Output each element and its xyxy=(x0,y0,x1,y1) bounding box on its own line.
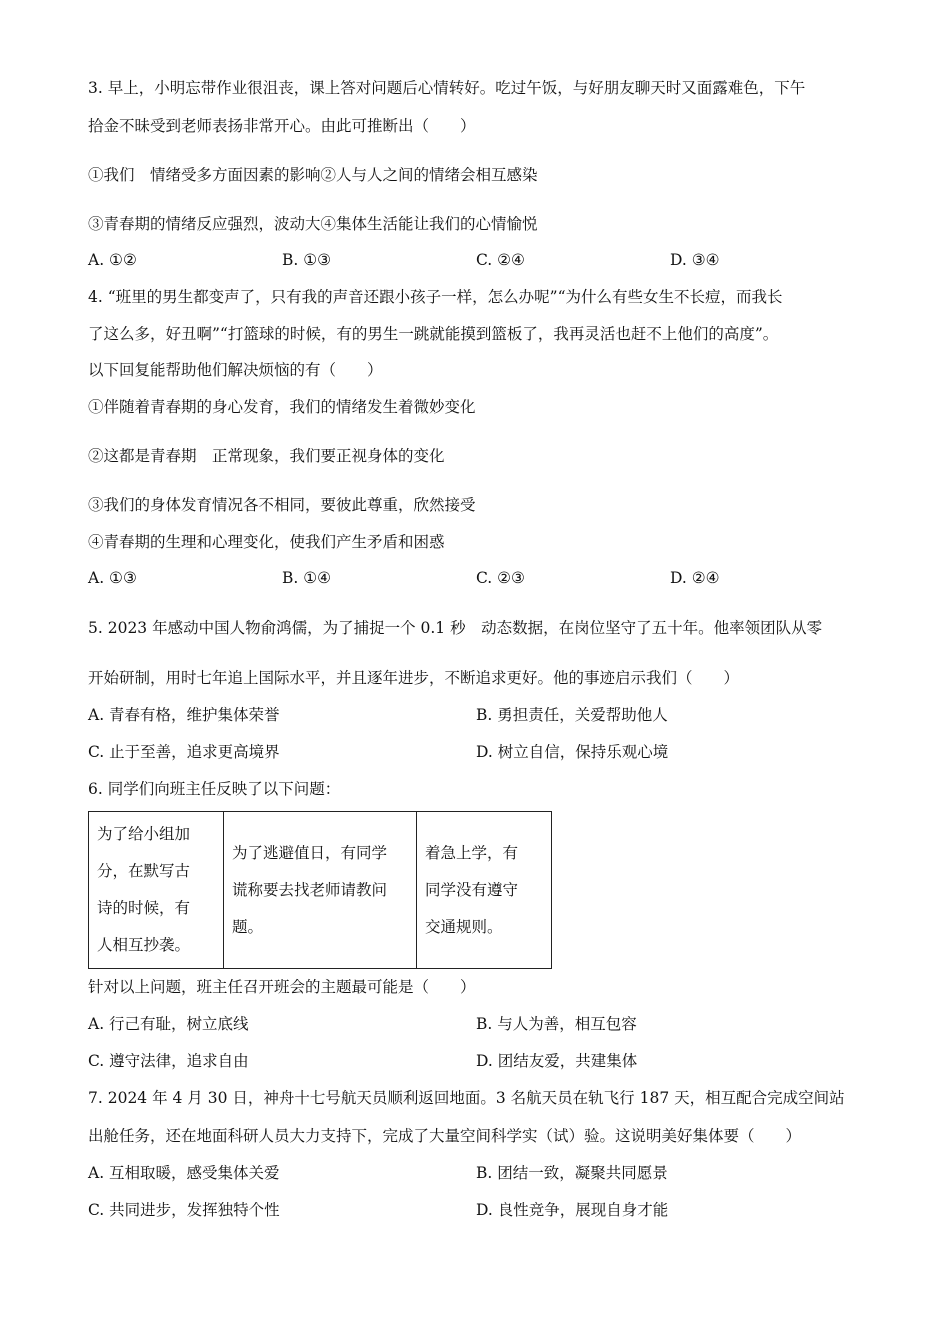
q6-cell-3-text: 着急上学，有 同学没有遵守 交通规则。 xyxy=(425,843,519,936)
q7-option-d: D. 良性竞争，展现自身才能 xyxy=(476,1201,669,1219)
q3-option-b: B. ①③ xyxy=(282,251,332,269)
q3-item-2: ③青春期的情绪反应强烈，波动大④集体生活能让我们的心情愉悦 xyxy=(88,215,538,233)
q6-table-cell-1 xyxy=(89,812,224,969)
q6-option-b: B. 与人为善，相互包容 xyxy=(476,1015,637,1033)
q5-option-b: B. 勇担责任，关爱帮助他人 xyxy=(476,706,668,724)
q7-option-b: B. 团结一致，凝聚共同愿景 xyxy=(476,1164,668,1182)
q6-table-cell-2 xyxy=(224,812,417,969)
q4-stem-line-1: 4. “班里的男生都变声了，只有我的声音还跟小孩子一样，怎么办呢”“为什么有些女生不长痘，而我长 xyxy=(88,288,783,306)
q6-follow-up: 针对以上问题，班主任召开班会的主题最可能是（ ） xyxy=(88,978,476,996)
q6-stem: 6. 同学们向班主任反映了以下问题： xyxy=(88,780,341,798)
q5-option-c: C. 止于至善，追求更高境界 xyxy=(88,743,280,761)
q6-option-c: C. 遵守法律，追求自由 xyxy=(88,1052,249,1070)
q7-stem-line-2: 出舱任务，还在地面科研人员大力支持下，完成了大量空间科学实（试）验。这说明美好集体要（ ） xyxy=(88,1127,802,1145)
q3-option-d: D. ③④ xyxy=(670,251,720,269)
q4-option-b: B. ①④ xyxy=(282,569,332,587)
q6-cell-1-text: 为了给小组加 分，在默写古 诗的时候，有 人相互抄袭。 xyxy=(97,825,191,954)
q6-cell-2-text: 为了逃避值日，有同学 谎称要去找老师请教问 题。 xyxy=(232,843,388,936)
q3-stem-line-2: 拾金不昧受到老师表扬非常开心。由此可推断出（ ） xyxy=(88,117,476,135)
q4-item-2: ②这都是青春期 正常现象，我们要正视身体的变化 xyxy=(88,447,445,465)
q5-option-a: A. 青春有格，维护集体荣誉 xyxy=(88,706,280,724)
q3-stem-line-1: 3. 早上，小明忘带作业很沮丧，课上答对问题后心情转好。吃过午饭，与好朋友聊天时又面露难色，下午 xyxy=(88,79,806,97)
q6-table-cell-3 xyxy=(417,812,552,969)
q5-stem-line-1: 5. 2023 年感动中国人物俞鸿儒，为了捕捉一个 0.1 秒 动态数据，在岗位坚守了五十年。他率领团队从零 xyxy=(88,619,823,637)
q7-stem-line-1: 7. 2024 年 4 月 30 日，神舟十七号航天员顺利返回地面。3 名航天员在轨飞行 187 天，相互配合完成空间站 xyxy=(88,1089,845,1107)
q4-item-1: ①伴随着青春期的身心发育，我们的情绪发生着微妙变化 xyxy=(88,398,476,416)
q4-option-c: C. ②③ xyxy=(476,569,525,587)
q4-item-3: ③我们的身体发育情况各不相同，要彼此尊重，欣然接受 xyxy=(88,496,476,514)
q6-option-a: A. 行己有耻，树立底线 xyxy=(88,1015,249,1033)
q4-stem-line-2: 了这么多，好丑啊”“打篮球的时候，有的男生一跳就能摸到篮板了，我再灵活也赶不上他们的高度”。 xyxy=(88,325,779,343)
q7-option-c: C. 共同进步，发挥独特个性 xyxy=(88,1201,280,1219)
q7-option-a: A. 互相取暖，感受集体关爱 xyxy=(88,1164,280,1182)
q4-stem-line-3: 以下回复能帮助他们解决烦恼的有（ ） xyxy=(88,361,383,379)
q6-option-d: D. 团结友爱，共建集体 xyxy=(476,1052,638,1070)
q5-option-d: D. 树立自信，保持乐观心境 xyxy=(476,743,669,761)
q3-option-c: C. ②④ xyxy=(476,251,525,269)
q4-option-a: A. ①③ xyxy=(88,569,137,587)
q4-item-4: ④青春期的生理和心理变化，使我们产生矛盾和困惑 xyxy=(88,533,445,551)
q5-stem-line-2: 开始研制，用时七年追上国际水平，并且逐年进步，不断追求更好。他的事迹启示我们（ ） xyxy=(88,669,740,687)
q4-option-d: D. ②④ xyxy=(670,569,720,587)
q3-item-1: ①我们 情绪受多方面因素的影响②人与人之间的情绪会相互感染 xyxy=(88,166,538,184)
q3-option-a: A. ①② xyxy=(88,251,137,269)
q6-problem-table xyxy=(88,811,552,969)
